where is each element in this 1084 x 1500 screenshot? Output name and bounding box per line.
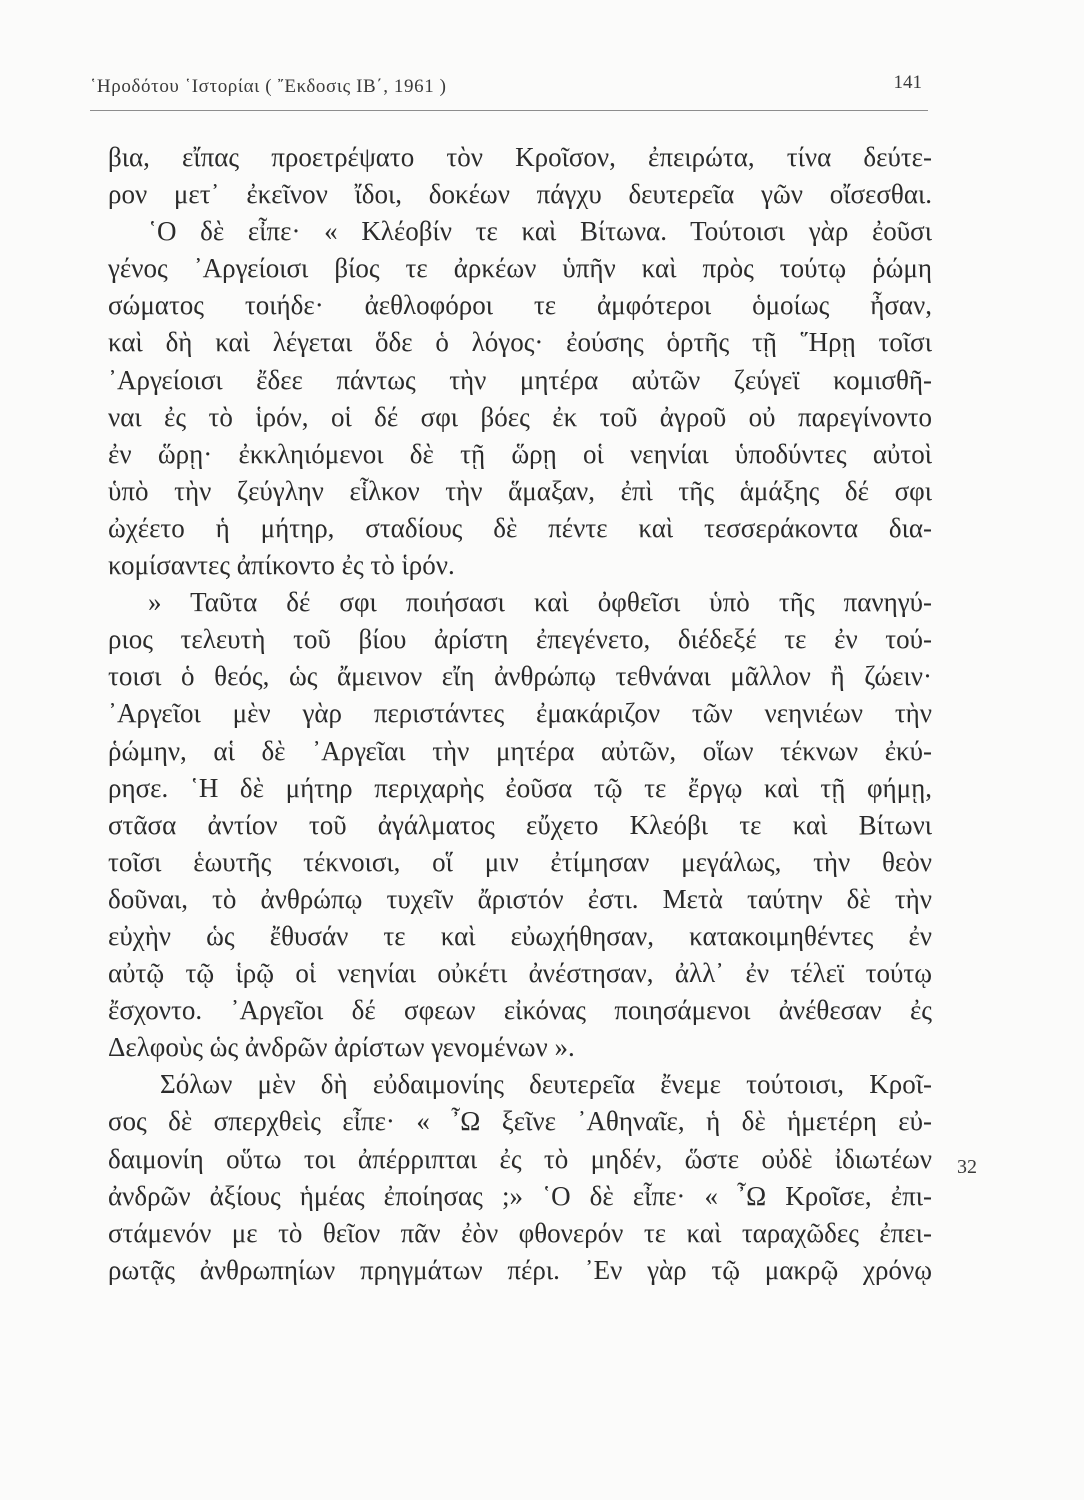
text-line: Δελφοὺς ὡς ἀνδρῶν ἀρίστων γενομένων ». <box>108 1032 575 1063</box>
page-number: 141 <box>893 72 922 93</box>
text-line: εὐχὴν ὡς ἔθυσάν τε καὶ εὐωχήθησαν, κατακοιμηθέντες ἐν <box>108 920 932 951</box>
text-line: ναι ἐς τὸ ἱρόν, οἱ δέ σφι βόες ἐκ τοῦ ἀγροῦ οὐ παρεγίνοντο <box>108 401 932 432</box>
text-line: δοῦναι, τὸ ἀνθρώπῳ τυχεῖν ἄριστόν ἐστι. Μετὰ ταύτην δὲ τὴν <box>108 883 932 914</box>
text-line: στᾶσα ἀντίον τοῦ ἀγάλματος εὔχετο Κλεόβι τε καὶ Βίτωνι <box>108 809 932 840</box>
text-line: ὑπὸ τὴν ζεύγλην εἷλκον τὴν ἅμαξαν, ἐπὶ τῆς ἁμάξης δέ σφι <box>108 475 932 506</box>
text-line: ᾿Αργεῖοι μὲν γὰρ περιστάντες ἐμακάριζον τῶν νεηνιέων τὴν <box>108 698 932 729</box>
text-line: Σόλων μὲν δὴ εὐδαιμονίης δευτερεῖα ἔνεμε τούτοισι, Κροῖ- <box>160 1069 932 1100</box>
text-line: ἐν ὥρῃ· ἐκκληιόμενοι δὲ τῇ ὥρῃ οἱ νεηνίαι ὑποδύντες αὐτοὶ <box>108 438 932 469</box>
text-line: ρωτᾷς ἀνθρωπηίων πρηγμάτων πέρι. ᾿Εν γὰρ τῷ μακρῷ χρόνῳ <box>108 1254 932 1285</box>
text-line: τοισι ὁ θεός, ὡς ἄμεινον εἴη ἀνθρώπῳ τεθνάναι μᾶλλον ἢ ζώειν· <box>108 661 932 692</box>
text-line: καὶ δὴ καὶ λέγεται ὅδε ὁ λόγος· ἐούσης ὁρτῆς τῇ ῞Ηρῃ τοῖσι <box>108 327 932 358</box>
text-line: σώματος τοιήδε· ἀεθλοφόροι τε ἀμφότεροι ὁμοίως ἦσαν, <box>108 290 932 321</box>
text-line: ᾿Αργείοισι ἔδεε πάντως τὴν μητέρα αὐτῶν ζεύγεϊ κομισθῆ- <box>108 364 932 395</box>
text-line: τοῖσι ἑωυτῆς τέκνοισι, οἵ μιν ἐτίμησαν μεγάλως, τὴν θεὸν <box>108 846 932 877</box>
text-line: στάμενόν με τὸ θεῖον πᾶν ἐὸν φθονερόν τε καὶ ταραχῶδες ἐπει- <box>108 1217 932 1248</box>
header-title: ῾Ηροδότου ῾Ιστορίαι ( ῎Εκδοσις ΙΒ΄, 1961 ) <box>90 76 447 97</box>
text-line: βια, εἴπας προετρέψατο τὸν Κροῖσον, ἐπειρώτα, τίνα δεύτε- <box>108 142 932 172</box>
text-line: ριος τελευτὴ τοῦ βίου ἀρίστη ἐπεγένετο, διέδεξέ τε ἐν τού- <box>108 624 932 655</box>
text-line: αὐτῷ τῷ ἱρῷ οἱ νεηνίαι οὐκέτι ἀνέστησαν, ἀλλ᾽ ἐν τέλεϊ τούτῳ <box>108 958 932 989</box>
text-line: σος δὲ σπερχθεὶς εἶπε· « ῏Ω ξεῖνε ᾿Αθηναῖε, ἡ δὲ ἡμετέρη εὐ- <box>108 1106 932 1137</box>
text-line: ῾Ο δὲ εἶπε· « Κλέοβίν τε καὶ Βίτωνα. Τούτοισι γὰρ ἐοῦσι <box>148 216 932 247</box>
text-line: ὠχέετο ἡ μήτηρ, σταδίους δὲ πέντε καὶ τεσσεράκοντα δια- <box>108 512 932 543</box>
running-header <box>90 70 928 111</box>
text-line: ἀνδρῶν ἀξίους ἡμέας ἐποίησας ;» ῾Ο δὲ εἶπε· « ῏Ω Κροῖσε, ἐπι- <box>108 1180 932 1211</box>
text-line: γένος ᾿Αργείοισι βίος τε ἀρκέων ὑπῆν καὶ πρὸς τούτῳ ῥώμη <box>108 253 932 284</box>
text-line: ἔσχοντο. ᾿Αργεῖοι δέ σφεων εἰκόνας ποιησάμενοι ἀνέθεσαν ἐς <box>108 995 932 1026</box>
text-line: ρον μετ᾽ ἐκεῖνον ἴδοι, δοκέων πάγχυ δευτερεῖα γῶν οἴσεσθαι. <box>108 179 932 210</box>
text-line: ρησε. ῾Η δὲ μήτηρ περιχαρὴς ἐοῦσα τῷ τε ἔργῳ καὶ τῇ φήμῃ, <box>108 772 932 803</box>
text-line: » Ταῦτα δέ σφι ποιήσασι καὶ ὀφθεῖσι ὑπὸ τῆς πανηγύ- <box>148 587 932 618</box>
text-line: ῥώμην, αἱ δὲ ᾿Αργεῖαι τὴν μητέρα αὐτῶν, οἵων τέκνων ἐκύ- <box>108 735 932 766</box>
text-line: κομίσαντες ἀπίκοντο ἐς τὸ ἱρόν. <box>108 550 455 581</box>
margin-section-number: 32 <box>957 1156 977 1178</box>
text-line: δαιμονίη οὕτω τοι ἀπέρριπται ἐς τὸ μηδέν, ὥστε οὐδὲ ἰδιωτέων <box>108 1143 932 1174</box>
body-text <box>108 139 932 1289</box>
